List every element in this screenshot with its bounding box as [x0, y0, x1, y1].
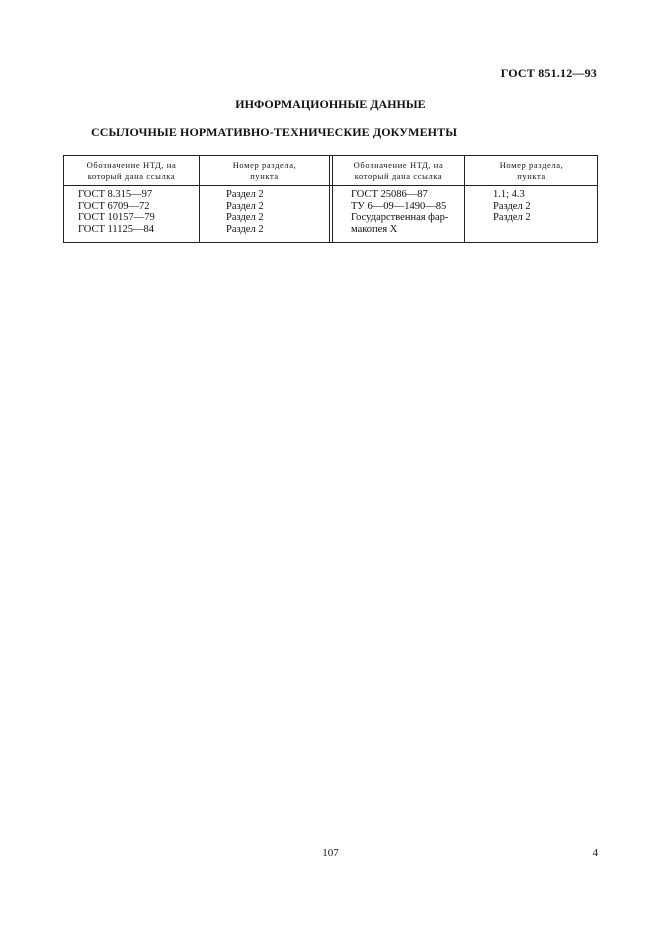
page-number: 107	[322, 847, 339, 859]
header-line: который дана ссылка	[87, 171, 176, 181]
table-cell: Раздел 2	[226, 200, 264, 212]
header-line: Обозначение НТД, на	[353, 160, 444, 170]
header-cell-document	[333, 160, 464, 182]
table-cell: Раздел 2	[493, 212, 531, 223]
table-cell: ГОСТ 11125—84	[78, 223, 155, 235]
header-cell-section	[465, 160, 598, 182]
header-line: Номер раздела,	[499, 160, 564, 170]
table-cell: Государственная фар-	[351, 212, 449, 223]
table-cell: ГОСТ 8.315—97	[78, 189, 153, 200]
column-right-documents	[351, 189, 448, 235]
header-cell-document	[64, 160, 199, 182]
header-line: пункта	[250, 171, 279, 181]
column-left-documents	[78, 189, 155, 235]
table-cell: ГОСТ 25086—87	[351, 189, 428, 200]
table-cell: ТУ 6—09—1490—85	[351, 200, 447, 212]
table-cell: Раздел 2	[226, 189, 264, 200]
column-right-sections	[493, 189, 531, 224]
header-line: пункта	[517, 171, 546, 181]
header-line: Номер раздела,	[232, 160, 297, 170]
table-cell: ГОСТ 10157—79	[78, 212, 155, 223]
table-cell: Раздел 2	[226, 223, 264, 235]
sheet-number: 4	[592, 847, 598, 859]
document-code: ГОСТ 851.12—93	[500, 66, 597, 80]
section-title: ИНФОРМАЦИОННЫЕ ДАННЫЕ	[235, 97, 426, 111]
header-divider	[64, 185, 597, 186]
column-left-sections	[226, 189, 264, 235]
header-line: Обозначение НТД, на	[86, 160, 177, 170]
table-cell: макопея X	[351, 223, 398, 235]
subsection-title: ССЫЛОЧНЫЕ НОРМАТИВНО-ТЕХНИЧЕСКИЕ ДОКУМЕНТЫ	[91, 125, 458, 139]
table-cell: Раздел 2	[226, 212, 264, 223]
header-line: который дана ссылка	[354, 171, 443, 181]
reference-table	[63, 155, 598, 243]
column-divider	[329, 156, 330, 242]
header-cell-section	[200, 160, 329, 182]
table-cell: ГОСТ 6709—72	[78, 200, 150, 212]
table-cell: 1.1; 4.3	[493, 189, 525, 200]
table-cell: Раздел 2	[493, 200, 531, 212]
